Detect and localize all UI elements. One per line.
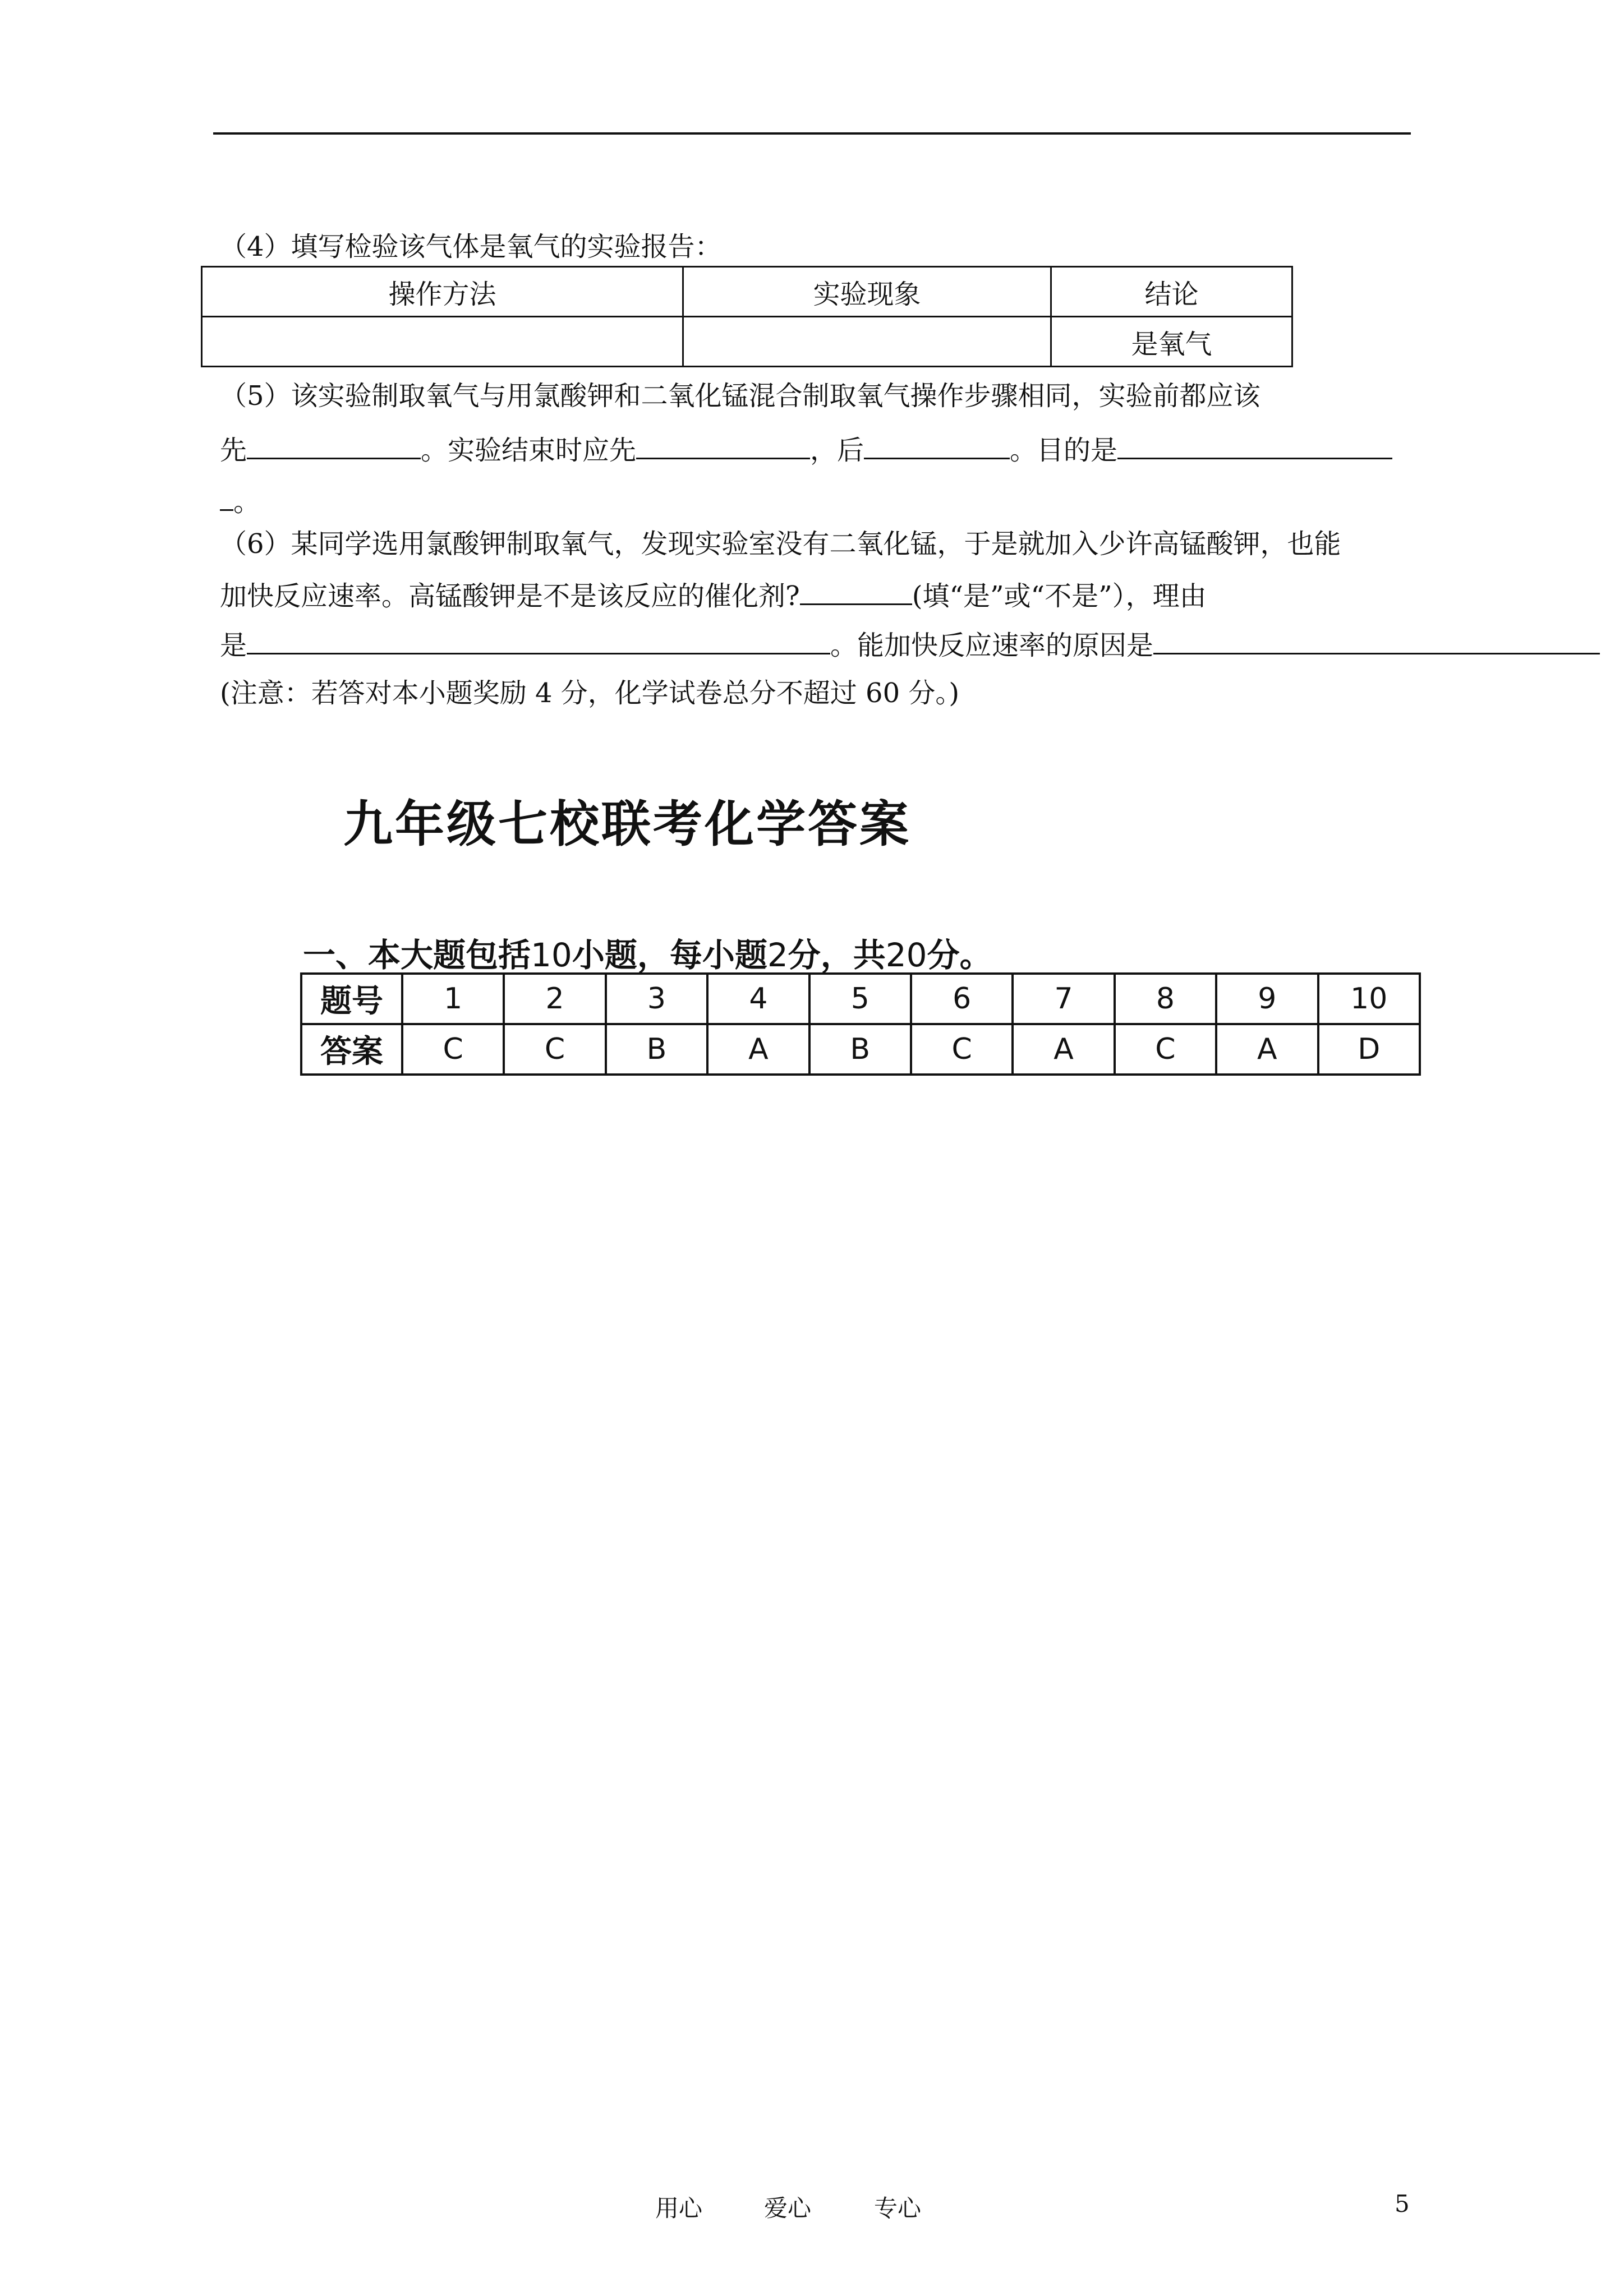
blank-purpose-continued[interactable] — [220, 483, 233, 511]
blank-rate-cause[interactable] — [1153, 627, 1600, 654]
header-conclusion: 结论 — [1051, 267, 1292, 317]
question-number: 7 — [1013, 974, 1114, 1024]
table-header-row — [202, 267, 1292, 317]
q6-note: (注意：若答对本小题奖励 4 分，化学试卷总分不超过 60 分。) — [220, 677, 960, 709]
answer-choice: C — [911, 1024, 1013, 1075]
answer-key-title: 九年级七校联考化学答案 — [343, 795, 912, 853]
question-number: 8 — [1115, 974, 1216, 1024]
header-rule — [213, 132, 1411, 135]
answer-choice: C — [1115, 1024, 1216, 1075]
blank-reason[interactable] — [247, 627, 830, 654]
table-row — [202, 317, 1292, 367]
q6-line3 — [220, 627, 1600, 662]
question-number: 4 — [707, 974, 809, 1024]
q6-text-a: 加快反应速率。高锰酸钾是不是该反应的催化剂? — [220, 580, 800, 612]
section-num-c: 20 — [885, 936, 927, 974]
section-text-b: 小题，每小题 — [572, 936, 767, 974]
section-text-c: 分，共 — [788, 936, 886, 974]
row-label-answer: 答案 — [301, 1024, 402, 1075]
footer-middle: 爱心 — [764, 2194, 812, 2222]
question-number: 10 — [1318, 974, 1420, 1024]
cell-phenomenon — [683, 317, 1051, 367]
blank-end-second[interactable] — [864, 432, 1010, 459]
question-number: 5 — [809, 974, 911, 1024]
header-phenomenon: 实验现象 — [683, 267, 1051, 317]
question-number: 1 — [402, 974, 504, 1024]
cell-method — [202, 317, 683, 367]
question-number: 3 — [606, 974, 707, 1024]
footer-left: 用心 — [655, 2194, 703, 2222]
header-method: 操作方法 — [202, 267, 683, 317]
q5-text-a: 先 — [220, 435, 247, 466]
answer-choice: A — [707, 1024, 809, 1075]
answer-choice: B — [809, 1024, 911, 1075]
answer-choice: C — [402, 1024, 504, 1075]
section-num-a: 10 — [531, 936, 572, 974]
q5-line3 — [220, 483, 260, 519]
q6-line2 — [220, 578, 1207, 613]
q5-text-d: 。目的是 — [1010, 435, 1118, 466]
q6-text-c: 是 — [220, 630, 247, 661]
q5-line2 — [220, 432, 1392, 467]
answer-choice: C — [504, 1024, 605, 1075]
question-number: 9 — [1216, 974, 1318, 1024]
answer-choice: A — [1013, 1024, 1114, 1075]
blank-before-experiment[interactable] — [247, 432, 421, 459]
page-number: 5 — [1395, 2190, 1410, 2217]
footer-right: 专心 — [874, 2194, 922, 2222]
blank-end-first[interactable] — [636, 432, 810, 459]
answer-choice: B — [606, 1024, 707, 1075]
question-number: 2 — [504, 974, 605, 1024]
q5-line1: （5）该实验制取氧气与用氯酸钾和二氧化锰混合制取氧气操作步骤相同，实验前都应该 — [220, 380, 1260, 412]
section-heading — [303, 929, 992, 976]
q6-line1: （6）某同学选用氯酸钾制取氧气，发现实验室没有二氧化锰，于是就加入少许高锰酸钾，也能 — [220, 528, 1341, 560]
answer-choice: A — [1216, 1024, 1318, 1075]
cell-conclusion: 是氧气 — [1051, 317, 1292, 367]
q5-line3-end: 。 — [233, 486, 261, 518]
row-label-question: 题号 — [301, 974, 402, 1024]
blank-is-catalyst[interactable] — [800, 578, 912, 605]
answer-row — [301, 1024, 1420, 1075]
answer-key-table — [300, 972, 1421, 1076]
section-num-b: 2 — [767, 936, 788, 974]
q6-text-b: (填“是”或“不是”），理由 — [912, 580, 1207, 612]
question-number: 6 — [911, 974, 1013, 1024]
experiment-report-table — [201, 266, 1293, 367]
q5-text-b: 。实验结束时应先 — [421, 435, 637, 466]
q6-text-d: 。能加快反应速率的原因是 — [830, 630, 1154, 661]
answer-choice: D — [1318, 1024, 1420, 1075]
blank-purpose[interactable] — [1117, 432, 1392, 459]
q5-text-c: ，后 — [810, 435, 864, 466]
q4-prompt: （4）填写检验该气体是氧气的实验报告： — [220, 231, 722, 262]
question-number-row — [301, 974, 1420, 1024]
section-text-a: 一、本大题包括 — [303, 936, 531, 974]
section-text-d: 分。 — [927, 936, 992, 974]
